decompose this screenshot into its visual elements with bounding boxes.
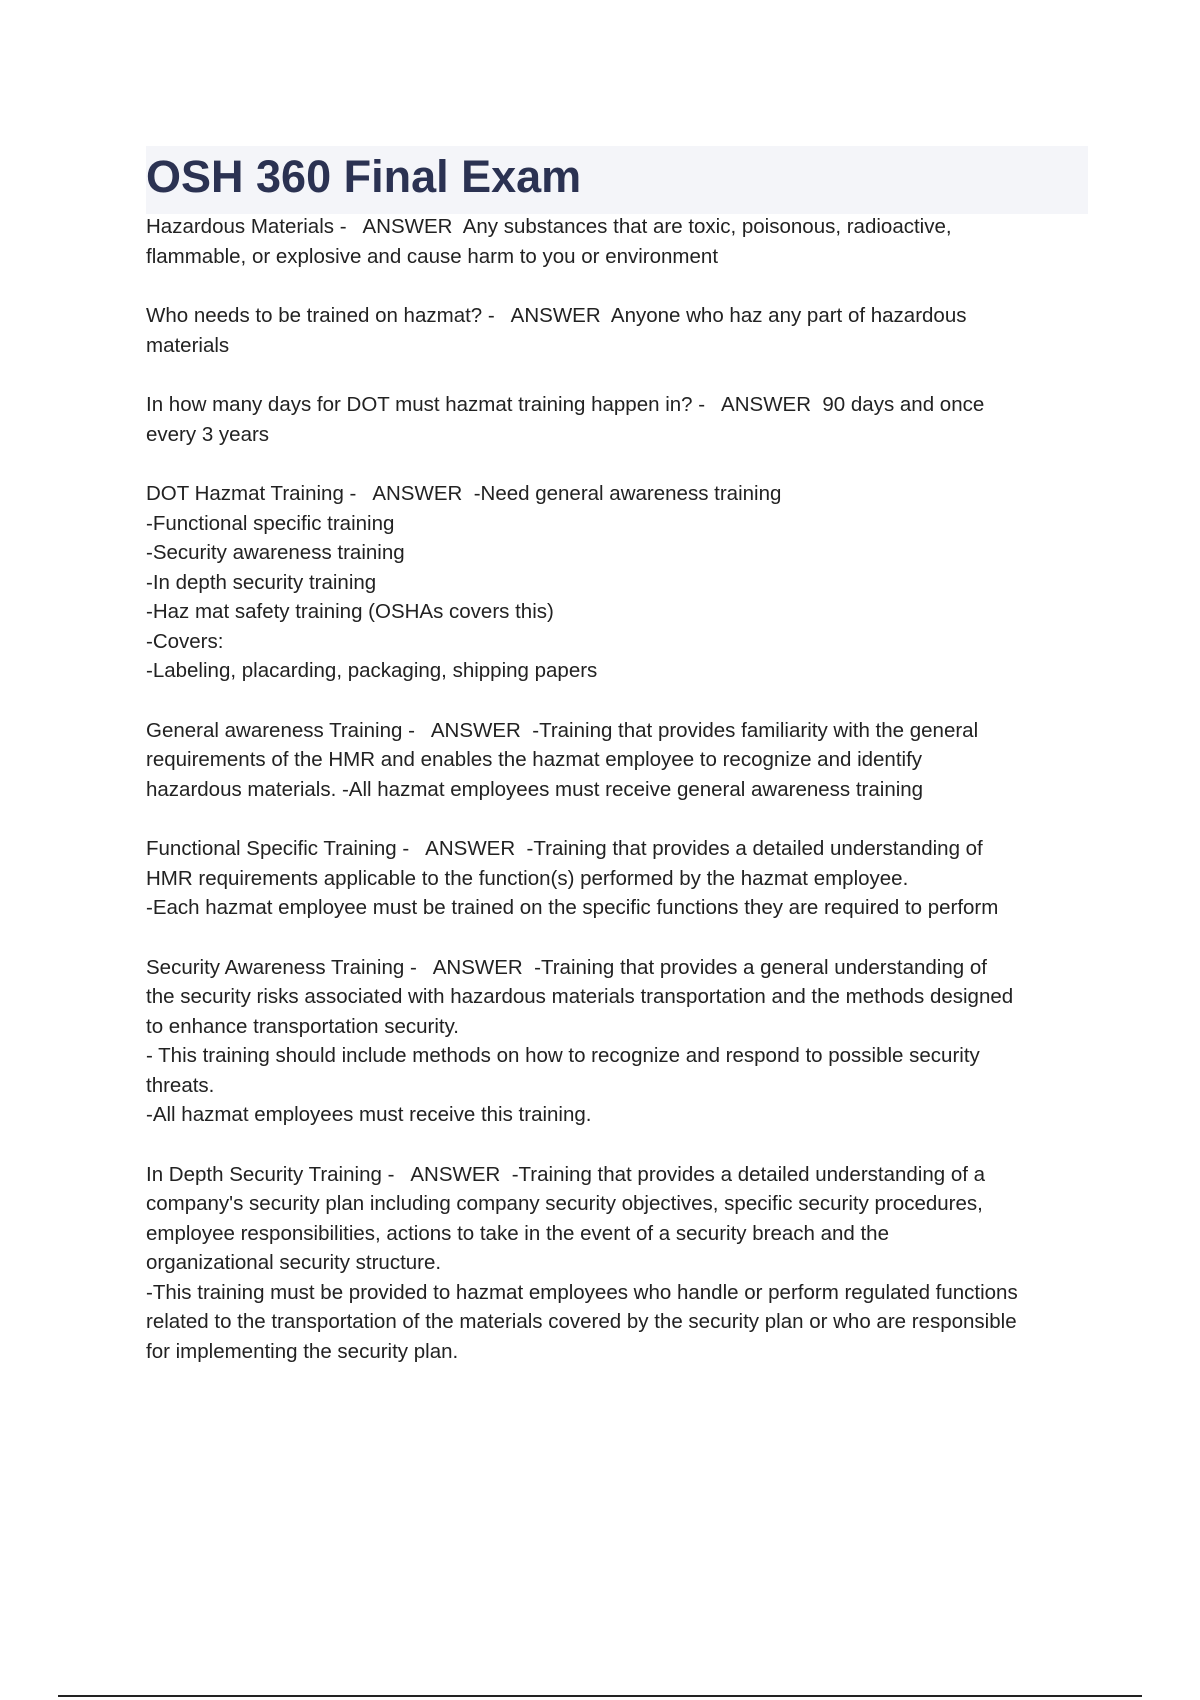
qa-line: Who needs to be trained on hazmat? - ANSWER Anyone who haz any part of hazardous xyxy=(146,304,967,327)
qa-line: -Covers: xyxy=(146,629,224,653)
qa-line: for implementing the security plan. xyxy=(146,1339,459,1363)
qa-entry-security-awareness xyxy=(146,953,1096,1130)
qa-line: company's security plan including company security objectives, specific security procedures, xyxy=(146,1192,983,1215)
qa-line: Security Awareness Training - ANSWER -Training that provides a general understanding of xyxy=(146,955,987,979)
qa-line: every 3 years xyxy=(146,422,270,446)
qa-line: DOT Hazmat Training - ANSWER -Need general awareness training xyxy=(146,482,782,505)
qa-line: flammable, or explosive and cause harm to you or environment xyxy=(146,244,719,268)
qa-line: Functional Specific Training - ANSWER -Training that provides a detailed understanding of xyxy=(146,837,983,860)
qa-line: -Labeling, placarding, packaging, shipping papers xyxy=(146,659,598,682)
qa-line: HMR requirements applicable to the function(s) performed by the hazmat employee. xyxy=(146,866,909,890)
qa-line: -Each hazmat employee must be trained on the specific functions they are required to perform xyxy=(146,896,999,919)
qa-line: the security risks associated with hazardous materials transportation and the methods designed xyxy=(146,985,1014,1008)
qa-line: employee responsibilities, actions to take in the event of a security breach and the xyxy=(146,1221,889,1245)
qa-line: -All hazmat employees must receive this training. xyxy=(146,1103,592,1126)
qa-line: requirements of the HMR and enables the hazmat employee to recognize and identify xyxy=(146,748,923,771)
qa-entry-training-days xyxy=(146,390,1096,449)
qa-entry-dot-hazmat-training xyxy=(146,479,1096,686)
qa-line: In Depth Security Training - ANSWER -Training that provides a detailed understanding of a xyxy=(146,1162,986,1186)
qa-line: -Functional specific training xyxy=(146,511,395,535)
page-bottom-divider xyxy=(58,1695,1142,1697)
qa-line: threats. xyxy=(146,1073,215,1097)
qa-line: -In depth security training xyxy=(146,570,377,594)
qa-entry-hazardous-materials xyxy=(146,212,1096,271)
qa-line: -Security awareness training xyxy=(146,541,405,564)
page-title: OSH 360 Final Exam xyxy=(146,151,582,202)
qa-line: hazardous materials. -All hazmat employees must receive general awareness training xyxy=(146,777,924,801)
qa-entry-general-awareness xyxy=(146,716,1096,805)
qa-entry-functional-specific xyxy=(146,834,1096,923)
qa-line: In how many days for DOT must hazmat training happen in? - ANSWER 90 days and once xyxy=(146,393,985,416)
qa-line: related to the transportation of the materials covered by the security plan or who are responsible xyxy=(146,1310,1017,1333)
qa-line: -This training must be provided to hazmat employees who handle or perform regulated functions xyxy=(146,1280,1018,1304)
qa-line: Hazardous Materials - ANSWER Any substances that are toxic, poisonous, radioactive, xyxy=(146,215,952,238)
qa-line: General awareness Training - ANSWER -Training that provides familiarity with the general xyxy=(146,718,979,742)
qa-line: organizational security structure. xyxy=(146,1251,442,1274)
qa-line: materials xyxy=(146,333,230,357)
title-banner xyxy=(146,146,1088,214)
qa-line: to enhance transportation security. xyxy=(146,1014,459,1038)
qa-list xyxy=(146,212,1096,1396)
qa-entry-who-trained xyxy=(146,301,1096,360)
qa-entry-in-depth-security xyxy=(146,1160,1096,1367)
qa-line: -Haz mat safety training (OSHAs covers this) xyxy=(146,600,554,623)
qa-line: - This training should include methods on how to recognize and respond to possible security xyxy=(146,1044,980,1067)
